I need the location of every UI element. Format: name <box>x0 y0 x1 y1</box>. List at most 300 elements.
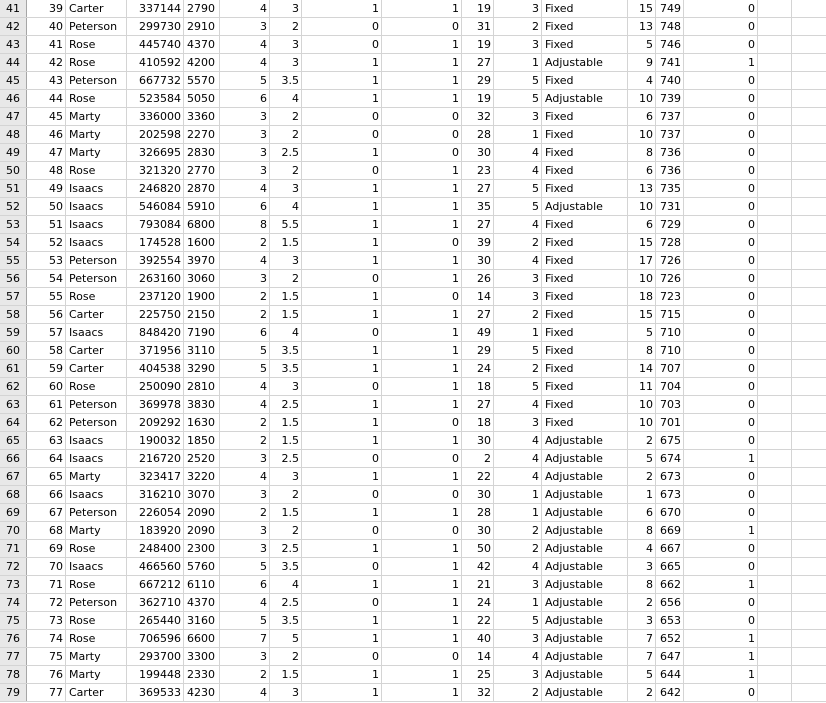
cell-sqft[interactable]: 6600 <box>184 630 220 647</box>
cell-id[interactable]: 41 <box>26 36 66 53</box>
cell-default[interactable]: 0 <box>684 378 758 395</box>
cell-flag-a[interactable]: 0 <box>302 108 382 125</box>
cell-sqft[interactable]: 4370 <box>184 36 220 53</box>
cell-price[interactable]: 337144 <box>127 0 184 17</box>
cell-bedrooms[interactable]: 4 <box>220 252 270 269</box>
cell-mortgage-type[interactable]: Fixed <box>542 360 628 377</box>
cell-empty[interactable] <box>792 162 826 179</box>
cell-sqft[interactable]: 2150 <box>184 306 220 323</box>
cell-age[interactable]: 2 <box>462 450 494 467</box>
cell-empty[interactable] <box>792 450 826 467</box>
cell-flag-b[interactable]: 0 <box>382 648 462 665</box>
cell-rate-code[interactable]: 4 <box>494 468 542 485</box>
cell-bedrooms[interactable]: 4 <box>220 594 270 611</box>
cell-agent[interactable]: Isaacs <box>66 432 127 449</box>
cell-bathrooms[interactable]: 2 <box>270 108 302 125</box>
cell-flag-b[interactable]: 1 <box>382 342 462 359</box>
cell-bathrooms[interactable]: 3 <box>270 378 302 395</box>
cell-mortgage-type[interactable]: Adjustable <box>542 198 628 215</box>
cell-default[interactable]: 0 <box>684 18 758 35</box>
cell-bathrooms[interactable]: 1.5 <box>270 504 302 521</box>
cell-empty[interactable] <box>758 504 792 521</box>
cell-bathrooms[interactable]: 3.5 <box>270 342 302 359</box>
cell-rate-code[interactable]: 4 <box>494 432 542 449</box>
cell-age[interactable]: 22 <box>462 612 494 629</box>
cell-rate-code[interactable]: 4 <box>494 144 542 161</box>
cell-price[interactable]: 466560 <box>127 558 184 575</box>
cell-flag-a[interactable]: 0 <box>302 324 382 341</box>
cell-mortgage-type[interactable]: Adjustable <box>542 504 628 521</box>
row-header[interactable]: 74 <box>0 594 27 611</box>
cell-price[interactable]: 237120 <box>127 288 184 305</box>
cell-flag-a[interactable]: 1 <box>302 306 382 323</box>
cell-rate-code[interactable]: 5 <box>494 90 542 107</box>
cell-agent[interactable]: Isaacs <box>66 180 127 197</box>
cell-mortgage-type[interactable]: Adjustable <box>542 648 628 665</box>
cell-sqft[interactable]: 6800 <box>184 216 220 233</box>
cell-agent[interactable]: Marty <box>66 468 127 485</box>
cell-id[interactable]: 66 <box>26 486 66 503</box>
cell-id[interactable]: 77 <box>26 684 66 701</box>
cell-agent[interactable]: Marty <box>66 144 127 161</box>
cell-default[interactable]: 0 <box>684 594 758 611</box>
cell-default[interactable]: 1 <box>684 576 758 593</box>
cell-id[interactable]: 47 <box>26 144 66 161</box>
cell-empty[interactable] <box>758 378 792 395</box>
cell-empty[interactable] <box>758 18 792 35</box>
cell-mortgage-type[interactable]: Adjustable <box>542 522 628 539</box>
cell-empty[interactable] <box>792 324 826 341</box>
cell-empty[interactable] <box>792 180 826 197</box>
cell-sqft[interactable]: 2910 <box>184 18 220 35</box>
cell-sqft[interactable]: 1600 <box>184 234 220 251</box>
cell-age[interactable]: 29 <box>462 72 494 89</box>
cell-flag-b[interactable]: 1 <box>382 216 462 233</box>
cell-rate-code[interactable]: 3 <box>494 576 542 593</box>
cell-bathrooms[interactable]: 3.5 <box>270 72 302 89</box>
cell-default[interactable]: 0 <box>684 270 758 287</box>
cell-empty[interactable] <box>792 666 826 683</box>
cell-flag-a[interactable]: 0 <box>302 522 382 539</box>
cell-empty[interactable] <box>758 594 792 611</box>
cell-sqft[interactable]: 3060 <box>184 270 220 287</box>
cell-rate-code[interactable]: 5 <box>494 378 542 395</box>
cell-flag-a[interactable]: 1 <box>302 0 382 17</box>
cell-price[interactable]: 404538 <box>127 360 184 377</box>
cell-flag-a[interactable]: 0 <box>302 270 382 287</box>
cell-agent[interactable]: Rose <box>66 612 127 629</box>
cell-flag-b[interactable]: 1 <box>382 576 462 593</box>
cell-flag-a[interactable]: 0 <box>302 648 382 665</box>
cell-bathrooms[interactable]: 3.5 <box>270 360 302 377</box>
cell-score[interactable]: 644 <box>656 666 684 683</box>
cell-term[interactable]: 1 <box>628 486 656 503</box>
cell-agent[interactable]: Rose <box>66 36 127 53</box>
cell-id[interactable]: 52 <box>26 234 66 251</box>
row-header[interactable]: 64 <box>0 414 27 431</box>
cell-age[interactable]: 30 <box>462 144 494 161</box>
cell-price[interactable]: 336000 <box>127 108 184 125</box>
cell-bedrooms[interactable]: 4 <box>220 0 270 17</box>
cell-rate-code[interactable]: 3 <box>494 414 542 431</box>
cell-bedrooms[interactable]: 4 <box>220 684 270 701</box>
cell-id[interactable]: 70 <box>26 558 66 575</box>
cell-agent[interactable]: Rose <box>66 576 127 593</box>
cell-score[interactable]: 674 <box>656 450 684 467</box>
cell-empty[interactable] <box>792 522 826 539</box>
row-header[interactable]: 69 <box>0 504 27 521</box>
cell-mortgage-type[interactable]: Fixed <box>542 252 628 269</box>
row-header[interactable]: 49 <box>0 144 27 161</box>
cell-mortgage-type[interactable]: Adjustable <box>542 450 628 467</box>
cell-flag-b[interactable]: 1 <box>382 684 462 701</box>
cell-term[interactable]: 4 <box>628 72 656 89</box>
cell-empty[interactable] <box>758 234 792 251</box>
cell-id[interactable]: 39 <box>26 0 66 17</box>
cell-bathrooms[interactable]: 3 <box>270 684 302 701</box>
cell-sqft[interactable]: 2520 <box>184 450 220 467</box>
row-header[interactable]: 68 <box>0 486 27 503</box>
cell-flag-a[interactable]: 1 <box>302 684 382 701</box>
row-header[interactable]: 43 <box>0 36 27 53</box>
cell-price[interactable]: 445740 <box>127 36 184 53</box>
cell-age[interactable]: 26 <box>462 270 494 287</box>
cell-score[interactable]: 710 <box>656 342 684 359</box>
cell-id[interactable]: 72 <box>26 594 66 611</box>
cell-flag-a[interactable]: 1 <box>302 414 382 431</box>
cell-agent[interactable]: Marty <box>66 648 127 665</box>
cell-empty[interactable] <box>792 360 826 377</box>
cell-age[interactable]: 30 <box>462 432 494 449</box>
cell-mortgage-type[interactable]: Adjustable <box>542 630 628 647</box>
cell-bathrooms[interactable]: 2 <box>270 162 302 179</box>
cell-bedrooms[interactable]: 4 <box>220 180 270 197</box>
cell-mortgage-type[interactable]: Fixed <box>542 414 628 431</box>
cell-empty[interactable] <box>758 306 792 323</box>
cell-flag-b[interactable]: 1 <box>382 198 462 215</box>
cell-agent[interactable]: Marty <box>66 522 127 539</box>
cell-bathrooms[interactable]: 3 <box>270 468 302 485</box>
cell-price[interactable]: 848420 <box>127 324 184 341</box>
cell-mortgage-type[interactable]: Fixed <box>542 18 628 35</box>
cell-age[interactable]: 14 <box>462 648 494 665</box>
cell-price[interactable]: 174528 <box>127 234 184 251</box>
cell-term[interactable]: 2 <box>628 468 656 485</box>
cell-default[interactable]: 1 <box>684 630 758 647</box>
cell-sqft[interactable]: 3070 <box>184 486 220 503</box>
cell-empty[interactable] <box>758 72 792 89</box>
cell-flag-b[interactable]: 1 <box>382 0 462 17</box>
cell-bedrooms[interactable]: 2 <box>220 666 270 683</box>
cell-sqft[interactable]: 5760 <box>184 558 220 575</box>
cell-price[interactable]: 371956 <box>127 342 184 359</box>
cell-mortgage-type[interactable]: Fixed <box>542 162 628 179</box>
cell-score[interactable]: 723 <box>656 288 684 305</box>
cell-bathrooms[interactable]: 1.5 <box>270 432 302 449</box>
cell-mortgage-type[interactable]: Fixed <box>542 144 628 161</box>
cell-sqft[interactable]: 6110 <box>184 576 220 593</box>
cell-score[interactable]: 728 <box>656 234 684 251</box>
cell-id[interactable]: 48 <box>26 162 66 179</box>
cell-age[interactable]: 35 <box>462 198 494 215</box>
cell-mortgage-type[interactable]: Fixed <box>542 72 628 89</box>
cell-sqft[interactable]: 2300 <box>184 540 220 557</box>
cell-flag-b[interactable]: 1 <box>382 504 462 521</box>
cell-price[interactable]: 410592 <box>127 54 184 71</box>
cell-flag-a[interactable]: 1 <box>302 360 382 377</box>
cell-id[interactable]: 65 <box>26 468 66 485</box>
cell-id[interactable]: 45 <box>26 108 66 125</box>
cell-bedrooms[interactable]: 3 <box>220 126 270 143</box>
cell-term[interactable]: 18 <box>628 288 656 305</box>
cell-rate-code[interactable]: 1 <box>494 324 542 341</box>
cell-bathrooms[interactable]: 3 <box>270 36 302 53</box>
cell-score[interactable]: 707 <box>656 360 684 377</box>
cell-bedrooms[interactable]: 3 <box>220 648 270 665</box>
cell-id[interactable]: 60 <box>26 378 66 395</box>
cell-id[interactable]: 74 <box>26 630 66 647</box>
cell-term[interactable]: 15 <box>628 0 656 17</box>
cell-rate-code[interactable]: 1 <box>494 504 542 521</box>
cell-bathrooms[interactable]: 1.5 <box>270 234 302 251</box>
cell-flag-a[interactable]: 1 <box>302 54 382 71</box>
cell-empty[interactable] <box>758 630 792 647</box>
cell-bathrooms[interactable]: 1.5 <box>270 288 302 305</box>
cell-empty[interactable] <box>758 198 792 215</box>
cell-default[interactable]: 0 <box>684 90 758 107</box>
cell-agent[interactable]: Rose <box>66 54 127 71</box>
cell-agent[interactable]: Peterson <box>66 594 127 611</box>
cell-rate-code[interactable]: 4 <box>494 252 542 269</box>
cell-flag-b[interactable]: 1 <box>382 72 462 89</box>
cell-sqft[interactable]: 2330 <box>184 666 220 683</box>
cell-flag-b[interactable]: 1 <box>382 468 462 485</box>
cell-term[interactable]: 10 <box>628 396 656 413</box>
cell-mortgage-type[interactable]: Fixed <box>542 234 628 251</box>
cell-rate-code[interactable]: 1 <box>494 54 542 71</box>
cell-term[interactable]: 2 <box>628 594 656 611</box>
cell-bathrooms[interactable]: 2.5 <box>270 450 302 467</box>
cell-price[interactable]: 202598 <box>127 126 184 143</box>
cell-mortgage-type[interactable]: Adjustable <box>542 594 628 611</box>
cell-sqft[interactable]: 4230 <box>184 684 220 701</box>
cell-age[interactable]: 32 <box>462 108 494 125</box>
cell-term[interactable]: 6 <box>628 504 656 521</box>
cell-mortgage-type[interactable]: Fixed <box>542 36 628 53</box>
cell-bedrooms[interactable]: 2 <box>220 288 270 305</box>
cell-age[interactable]: 27 <box>462 180 494 197</box>
cell-price[interactable]: 226054 <box>127 504 184 521</box>
cell-agent[interactable]: Rose <box>66 162 127 179</box>
cell-age[interactable]: 49 <box>462 324 494 341</box>
cell-empty[interactable] <box>758 468 792 485</box>
cell-sqft[interactable]: 3300 <box>184 648 220 665</box>
cell-rate-code[interactable]: 2 <box>494 234 542 251</box>
cell-empty[interactable] <box>758 180 792 197</box>
cell-score[interactable]: 746 <box>656 36 684 53</box>
cell-age[interactable]: 19 <box>462 0 494 17</box>
cell-flag-a[interactable]: 1 <box>302 540 382 557</box>
cell-sqft[interactable]: 2270 <box>184 126 220 143</box>
cell-empty[interactable] <box>792 90 826 107</box>
cell-bathrooms[interactable]: 4 <box>270 324 302 341</box>
cell-default[interactable]: 0 <box>684 144 758 161</box>
cell-bedrooms[interactable]: 6 <box>220 198 270 215</box>
row-header[interactable]: 58 <box>0 306 27 323</box>
cell-default[interactable]: 0 <box>684 252 758 269</box>
cell-bedrooms[interactable]: 3 <box>220 270 270 287</box>
cell-default[interactable]: 0 <box>684 108 758 125</box>
cell-empty[interactable] <box>758 648 792 665</box>
cell-default[interactable]: 0 <box>684 234 758 251</box>
cell-price[interactable]: 225750 <box>127 306 184 323</box>
cell-default[interactable]: 0 <box>684 612 758 629</box>
row-header[interactable]: 53 <box>0 216 27 233</box>
cell-term[interactable]: 11 <box>628 378 656 395</box>
cell-term[interactable]: 8 <box>628 144 656 161</box>
cell-flag-a[interactable]: 1 <box>302 252 382 269</box>
cell-empty[interactable] <box>792 36 826 53</box>
cell-rate-code[interactable]: 5 <box>494 612 542 629</box>
cell-flag-b[interactable]: 0 <box>382 486 462 503</box>
cell-id[interactable]: 56 <box>26 306 66 323</box>
cell-agent[interactable]: Peterson <box>66 18 127 35</box>
cell-rate-code[interactable]: 4 <box>494 450 542 467</box>
cell-term[interactable]: 10 <box>628 198 656 215</box>
cell-sqft[interactable]: 3830 <box>184 396 220 413</box>
cell-age[interactable]: 27 <box>462 216 494 233</box>
row-header[interactable]: 78 <box>0 666 27 683</box>
cell-mortgage-type[interactable]: Adjustable <box>542 612 628 629</box>
cell-id[interactable]: 64 <box>26 450 66 467</box>
cell-score[interactable]: 731 <box>656 198 684 215</box>
cell-sqft[interactable]: 3970 <box>184 252 220 269</box>
cell-id[interactable]: 53 <box>26 252 66 269</box>
cell-default[interactable]: 0 <box>684 432 758 449</box>
cell-age[interactable]: 30 <box>462 252 494 269</box>
cell-rate-code[interactable]: 4 <box>494 396 542 413</box>
cell-price[interactable]: 216720 <box>127 450 184 467</box>
cell-term[interactable]: 3 <box>628 558 656 575</box>
cell-sqft[interactable]: 2830 <box>184 144 220 161</box>
cell-id[interactable]: 46 <box>26 126 66 143</box>
row-header[interactable]: 72 <box>0 558 27 575</box>
cell-bedrooms[interactable]: 4 <box>220 36 270 53</box>
cell-flag-b[interactable]: 1 <box>382 432 462 449</box>
cell-empty[interactable] <box>792 576 826 593</box>
cell-id[interactable]: 51 <box>26 216 66 233</box>
cell-age[interactable]: 27 <box>462 54 494 71</box>
cell-flag-a[interactable]: 0 <box>302 18 382 35</box>
cell-bathrooms[interactable]: 4 <box>270 576 302 593</box>
cell-bedrooms[interactable]: 4 <box>220 468 270 485</box>
cell-bedrooms[interactable]: 5 <box>220 72 270 89</box>
cell-price[interactable]: 369533 <box>127 684 184 701</box>
cell-score[interactable]: 667 <box>656 540 684 557</box>
row-header[interactable]: 47 <box>0 108 27 125</box>
cell-empty[interactable] <box>758 0 792 17</box>
cell-bathrooms[interactable]: 2 <box>270 522 302 539</box>
cell-sqft[interactable]: 4200 <box>184 54 220 71</box>
cell-score[interactable]: 736 <box>656 144 684 161</box>
cell-term[interactable]: 7 <box>628 648 656 665</box>
cell-flag-b[interactable]: 0 <box>382 144 462 161</box>
cell-bathrooms[interactable]: 3.5 <box>270 558 302 575</box>
cell-rate-code[interactable]: 3 <box>494 36 542 53</box>
cell-flag-b[interactable]: 0 <box>382 108 462 125</box>
cell-price[interactable]: 250090 <box>127 378 184 395</box>
cell-price[interactable]: 199448 <box>127 666 184 683</box>
cell-default[interactable]: 0 <box>684 216 758 233</box>
cell-flag-b[interactable]: 1 <box>382 252 462 269</box>
cell-flag-a[interactable]: 1 <box>302 468 382 485</box>
cell-bedrooms[interactable]: 3 <box>220 486 270 503</box>
cell-rate-code[interactable]: 4 <box>494 162 542 179</box>
cell-empty[interactable] <box>792 540 826 557</box>
row-header[interactable]: 42 <box>0 18 27 35</box>
cell-agent[interactable]: Carter <box>66 306 127 323</box>
cell-empty[interactable] <box>792 414 826 431</box>
cell-term[interactable]: 7 <box>628 630 656 647</box>
cell-sqft[interactable]: 5050 <box>184 90 220 107</box>
cell-age[interactable]: 24 <box>462 360 494 377</box>
cell-term[interactable]: 5 <box>628 36 656 53</box>
cell-bedrooms[interactable]: 6 <box>220 324 270 341</box>
row-header[interactable]: 41 <box>0 0 27 17</box>
cell-empty[interactable] <box>758 450 792 467</box>
cell-rate-code[interactable]: 3 <box>494 108 542 125</box>
cell-id[interactable]: 40 <box>26 18 66 35</box>
cell-default[interactable]: 1 <box>684 450 758 467</box>
cell-id[interactable]: 62 <box>26 414 66 431</box>
cell-bathrooms[interactable]: 3 <box>270 54 302 71</box>
cell-empty[interactable] <box>758 522 792 539</box>
cell-rate-code[interactable]: 2 <box>494 360 542 377</box>
cell-term[interactable]: 15 <box>628 306 656 323</box>
cell-flag-a[interactable]: 1 <box>302 180 382 197</box>
cell-term[interactable]: 5 <box>628 666 656 683</box>
cell-bathrooms[interactable]: 1.5 <box>270 306 302 323</box>
row-header[interactable]: 61 <box>0 360 27 377</box>
cell-mortgage-type[interactable]: Fixed <box>542 378 628 395</box>
cell-age[interactable]: 19 <box>462 90 494 107</box>
cell-age[interactable]: 22 <box>462 468 494 485</box>
cell-age[interactable]: 29 <box>462 342 494 359</box>
cell-flag-b[interactable]: 0 <box>382 450 462 467</box>
cell-term[interactable]: 10 <box>628 90 656 107</box>
cell-id[interactable]: 44 <box>26 90 66 107</box>
cell-flag-a[interactable]: 1 <box>302 396 382 413</box>
cell-empty[interactable] <box>792 594 826 611</box>
cell-term[interactable]: 5 <box>628 324 656 341</box>
cell-mortgage-type[interactable]: Fixed <box>542 288 628 305</box>
cell-id[interactable]: 43 <box>26 72 66 89</box>
cell-term[interactable]: 15 <box>628 234 656 251</box>
cell-flag-a[interactable]: 0 <box>302 486 382 503</box>
cell-default[interactable]: 0 <box>684 126 758 143</box>
cell-bedrooms[interactable]: 4 <box>220 378 270 395</box>
cell-score[interactable]: 662 <box>656 576 684 593</box>
cell-bedrooms[interactable]: 3 <box>220 540 270 557</box>
cell-bathrooms[interactable]: 3.5 <box>270 612 302 629</box>
cell-flag-a[interactable]: 0 <box>302 450 382 467</box>
cell-empty[interactable] <box>792 216 826 233</box>
cell-id[interactable]: 42 <box>26 54 66 71</box>
cell-sqft[interactable]: 3110 <box>184 342 220 359</box>
cell-agent[interactable]: Carter <box>66 360 127 377</box>
cell-default[interactable]: 0 <box>684 306 758 323</box>
cell-default[interactable]: 0 <box>684 288 758 305</box>
